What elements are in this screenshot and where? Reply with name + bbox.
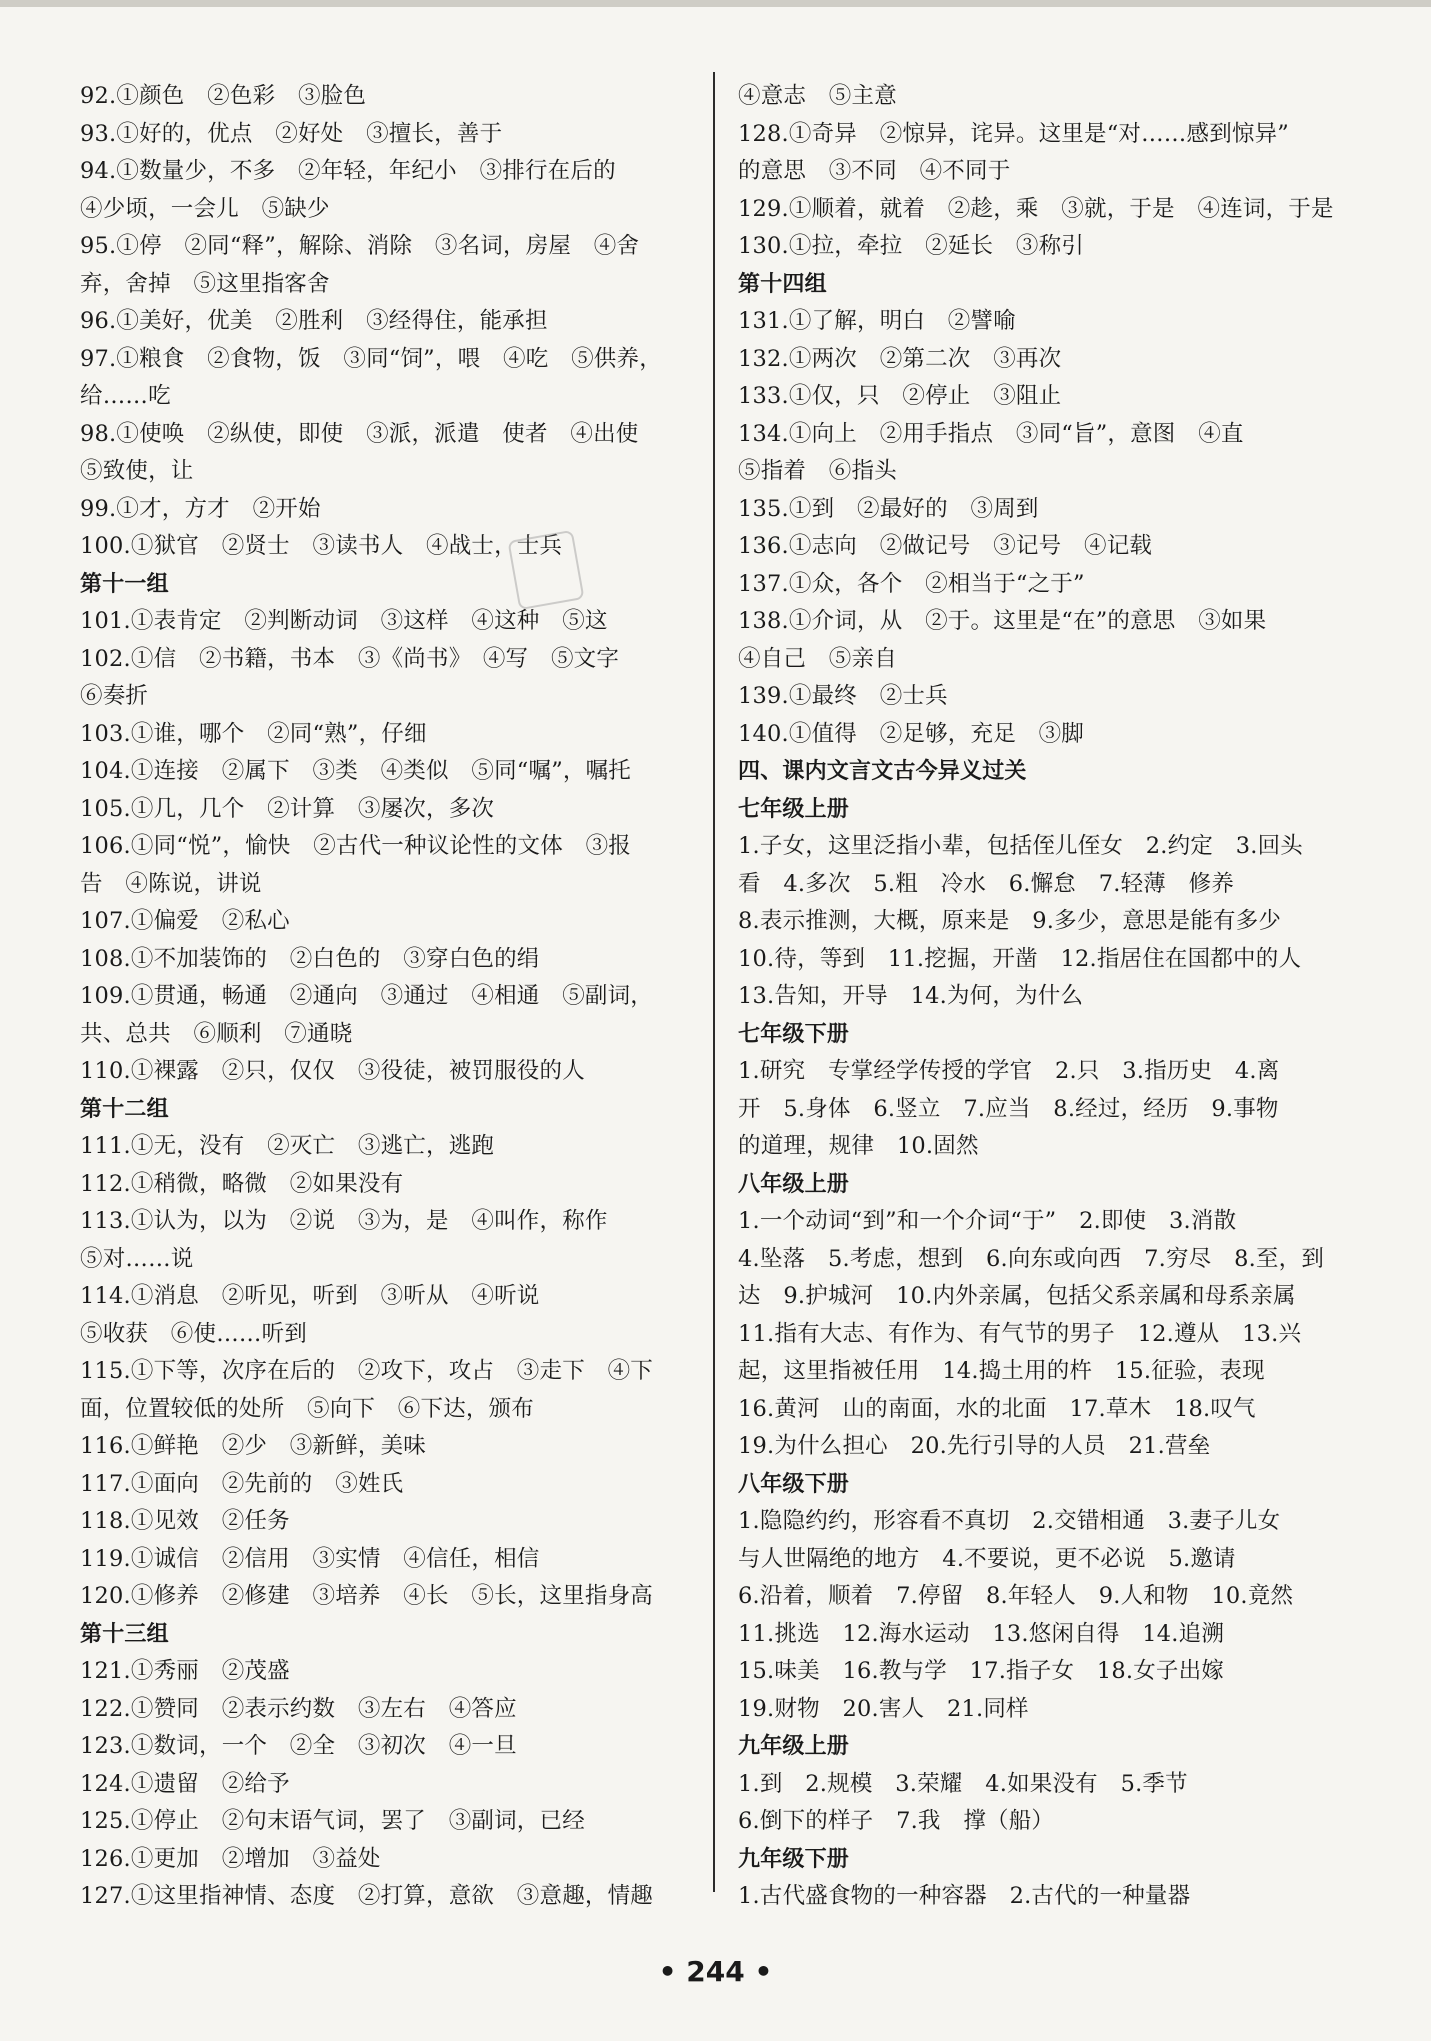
answer-line: 107.①偏爱 ②私心 — [80, 908, 290, 934]
answer-line: 10.待，等到 11.挖掘，开凿 12.指居住在国都中的人 — [738, 945, 1302, 972]
answer-line: 6.沿着，顺着 7.停留 8.年轻人 9.人和物 10.竟然 — [738, 1583, 1294, 1609]
section-heading: 四、课内文言文古今异义过关 — [738, 759, 1027, 784]
answer-line: 126.①更加 ②增加 ③益处 — [80, 1845, 381, 1872]
answer-line: 110.①裸露 ②只，仅仅 ③役徒，被罚服役的人 — [80, 1058, 585, 1084]
answer-line: 132.①两次 ②第二次 ③再次 — [738, 345, 1062, 372]
answer-line: 92.①颜色 ②色彩 ③脸色 — [80, 83, 367, 109]
answer-line: 122.①赞同 ②表示约数 ③左右 ④答应 — [80, 1695, 517, 1722]
answer-line: ⑤指着 ⑥指头 — [738, 458, 897, 484]
answer-line: 4.坠落 5.考虑，想到 6.向东或向西 7.穷尽 8.至，到 — [738, 1245, 1325, 1272]
watermark-seal — [507, 530, 584, 610]
answer-line: 118.①见效 ②任务 — [80, 1508, 290, 1534]
answer-line: ④少顷，一会儿 ⑤缺少 — [80, 195, 330, 222]
top-rule — [0, 0, 1431, 7]
answer-line: 135.①到 ②最好的 ③周到 — [738, 495, 1039, 522]
answer-line: 1.一个动词“到”和一个介词“于” 2.即使 3.消散 — [738, 1208, 1237, 1234]
answer-line: ④意志 ⑤主意 — [738, 83, 897, 109]
answer-line: 11.指有大志、有作为、有气节的男子 12.遵从 13.兴 — [738, 1320, 1302, 1347]
answer-line: 与人世隔绝的地方 4.不要说，更不必说 5.邀请 — [738, 1545, 1236, 1572]
answer-line: 115.①下等，次序在后的 ②攻下，攻占 ③走下 ④下 — [80, 1358, 653, 1384]
answer-line: 面，位置较低的处所 ⑤向下 ⑥下达，颁布 — [80, 1395, 535, 1422]
answer-line: ④自己 ⑤亲自 — [738, 645, 897, 672]
section-heading: 第十三组 — [80, 1621, 169, 1647]
answer-line: 100.①狱官 ②贤士 ③读书人 ④战士，士兵 — [80, 533, 563, 559]
answer-line: 99.①才，方才 ②开始 — [80, 495, 321, 522]
answer-line: 108.①不加装饰的 ②白色的 ③穿白色的绢 — [80, 945, 540, 972]
answer-line: 131.①了解，明白 ②譬喻 — [738, 308, 1016, 334]
left-column — [80, 78, 705, 1916]
answer-line: 114.①消息 ②听见，听到 ③听从 ④听说 — [80, 1283, 540, 1309]
section-heading: 九年级上册 — [738, 1734, 850, 1759]
answer-line: 93.①好的，优点 ②好处 ③擅长，善于 — [80, 120, 503, 147]
answer-line: 113.①认为，以为 ②说 ③为，是 ④叫作，称作 — [80, 1208, 608, 1234]
answer-line: 的意思 ③不同 ④不同于 — [738, 158, 1011, 184]
answer-line: 103.①谁，哪个 ②同“熟”，仔细 — [80, 720, 427, 747]
column-divider — [713, 72, 715, 1892]
answer-line: 104.①连接 ②属下 ③类 ④类似 ⑤同“嘱”，嘱托 — [80, 758, 632, 784]
answer-line: 94.①数量少，不多 ②年轻，年纪小 ③排行在后的 — [80, 158, 616, 184]
answer-line: 19.为什么担心 20.先行引导的人员 21.营垒 — [738, 1433, 1211, 1459]
answer-line: 1.研究 专掌经学传授的学官 2.只 3.指历史 4.离 — [738, 1058, 1280, 1084]
section-heading: 第十一组 — [80, 571, 169, 597]
answer-line: 101.①表肯定 ②判断动词 ③这样 ④这种 ⑤这 — [80, 608, 608, 634]
answer-line: 139.①最终 ②士兵 — [738, 683, 948, 709]
answer-line: 告 ④陈说，讲说 — [80, 870, 262, 897]
answer-line: 119.①诚信 ②信用 ③实情 ④信任，相信 — [80, 1545, 540, 1572]
answer-line: 97.①粮食 ②食物，饭 ③同“饲”，喂 ④吃 ⑤供养， — [80, 345, 662, 372]
answer-line: ⑤致使，让 — [80, 458, 194, 484]
answer-line: 124.①遗留 ②给予 — [80, 1770, 290, 1797]
answer-line: 起，这里指被任用 14.捣土用的杵 15.征验，表现 — [738, 1358, 1265, 1384]
answer-line: 136.①志向 ②做记号 ③记号 ④记载 — [738, 533, 1153, 559]
answer-line: 共、总共 ⑥顺利 ⑦通晓 — [80, 1020, 353, 1047]
answer-line: 130.①拉，牵拉 ②延长 ③称引 — [738, 233, 1084, 259]
answer-line: 1.到 2.规模 3.荣耀 4.如果没有 5.季节 — [738, 1770, 1188, 1797]
answer-line: 的道理，规律 10.固然 — [738, 1133, 979, 1159]
page-number: • 244 • — [658, 1955, 773, 1988]
answer-line: 13.告知，开导 14.为何，为什么 — [738, 983, 1084, 1009]
answer-line: 111.①无，没有 ②灭亡 ③逃亡，逃跑 — [80, 1133, 495, 1159]
answer-line: 开 5.身体 6.竖立 7.应当 8.经过，经历 9.事物 — [738, 1095, 1279, 1122]
answer-line: 117.①面向 ②先前的 ③姓氏 — [80, 1470, 404, 1497]
answer-line: 109.①贯通，畅通 ②通向 ③通过 ④相通 ⑤副词， — [80, 983, 653, 1009]
answer-line: 给……吃 — [80, 383, 171, 409]
answer-line: 133.①仅，只 ②停止 ③阻止 — [738, 383, 1062, 409]
answer-line: 127.①这里指神情、态度 ②打算，意欲 ③意趣，情趣 — [80, 1883, 653, 1909]
answer-line: 1.古代盛食物的一种容器 2.古代的一种量器 — [738, 1883, 1191, 1909]
answer-line: 19.财物 20.害人 21.同样 — [738, 1695, 1029, 1722]
section-heading: 第十四组 — [738, 271, 827, 297]
right-column — [738, 78, 1360, 1916]
answer-line: 达 9.护城河 10.内外亲属，包括父系亲属和母系亲属 — [738, 1283, 1296, 1309]
answer-line: 134.①向上 ②用手指点 ③同“旨”，意图 ④直 — [738, 420, 1244, 447]
section-heading: 八年级上册 — [738, 1171, 850, 1197]
section-heading: 九年级下册 — [738, 1846, 850, 1872]
answer-line: 弃，舍掉 ⑤这里指客舍 — [80, 270, 330, 297]
answer-line: 1.隐隐约约，形容看不真切 2.交错相通 3.妻子儿女 — [738, 1508, 1281, 1534]
section-heading: 七年级上册 — [738, 796, 850, 822]
answer-line: 102.①信 ②书籍，书本 ③《尚书》 ④写 ⑤文字 — [80, 645, 620, 672]
answer-line: 16.黄河 山的南面，水的北面 17.草木 18.叹气 — [738, 1395, 1256, 1422]
answer-line: 128.①奇异 ②惊异，诧异。这里是“对……感到惊异” — [738, 120, 1290, 147]
answer-line: 138.①介词，从 ②于。这里是“在”的意思 ③如果 — [738, 608, 1267, 634]
answer-line: 11.挑选 12.海水运动 13.悠闲自得 14.追溯 — [738, 1620, 1225, 1647]
answer-line: 129.①顺着，就着 ②趁，乘 ③就，于是 ④连词，于是 — [738, 195, 1334, 222]
section-heading: 第十二组 — [80, 1096, 169, 1122]
answer-line: 看 4.多次 5.粗 冷水 6.懈怠 7.轻薄 修养 — [738, 870, 1235, 897]
answer-line: 125.①停止 ②句末语气词，罢了 ③副词，已经 — [80, 1808, 585, 1834]
answer-line: 8.表示推测，大概，原来是 9.多少，意思是能有多少 — [738, 908, 1282, 934]
answer-line: 112.①稍微，略微 ②如果没有 — [80, 1170, 404, 1197]
answer-line: 1.子女，这里泛指小辈，包括侄儿侄女 2.约定 3.回头 — [738, 833, 1304, 859]
answer-line: 137.①众，各个 ②相当于“之于” — [738, 570, 1085, 597]
answer-line: 116.①鲜艳 ②少 ③新鲜，美味 — [80, 1433, 426, 1459]
answer-line: 120.①修养 ②修建 ③培养 ④长 ⑤长，这里指身高 — [80, 1583, 653, 1609]
answer-line: 98.①使唤 ②纵使，即使 ③派，派遣 使者 ④出使 — [80, 420, 639, 447]
section-heading: 八年级下册 — [738, 1471, 850, 1497]
answer-line: 15.味美 16.教与学 17.指子女 18.女子出嫁 — [738, 1658, 1225, 1684]
answer-line: 123.①数词，一个 ②全 ③初次 ④一旦 — [80, 1733, 517, 1759]
answer-line: 95.①停 ②同“释”，解除、消除 ③名词，房屋 ④舍 — [80, 233, 640, 259]
answer-line: 106.①同“悦”，愉快 ②古代一种议论性的文体 ③报 — [80, 833, 632, 859]
answer-line: ⑤对……说 — [80, 1245, 194, 1272]
answer-line: 6.倒下的样子 7.我 撑（船） — [738, 1808, 1055, 1834]
answer-line: ⑤收获 ⑥使……听到 — [80, 1320, 308, 1347]
answer-line: 121.①秀丽 ②茂盛 — [80, 1658, 290, 1684]
answer-line: 140.①值得 ②足够，充足 ③脚 — [738, 720, 1084, 747]
answer-line: 105.①几，几个 ②计算 ③屡次，多次 — [80, 795, 495, 822]
section-heading: 七年级下册 — [738, 1021, 850, 1047]
answer-line: ⑥奏折 — [80, 683, 149, 709]
answer-line: 96.①美好，优美 ②胜利 ③经得住，能承担 — [80, 308, 548, 334]
